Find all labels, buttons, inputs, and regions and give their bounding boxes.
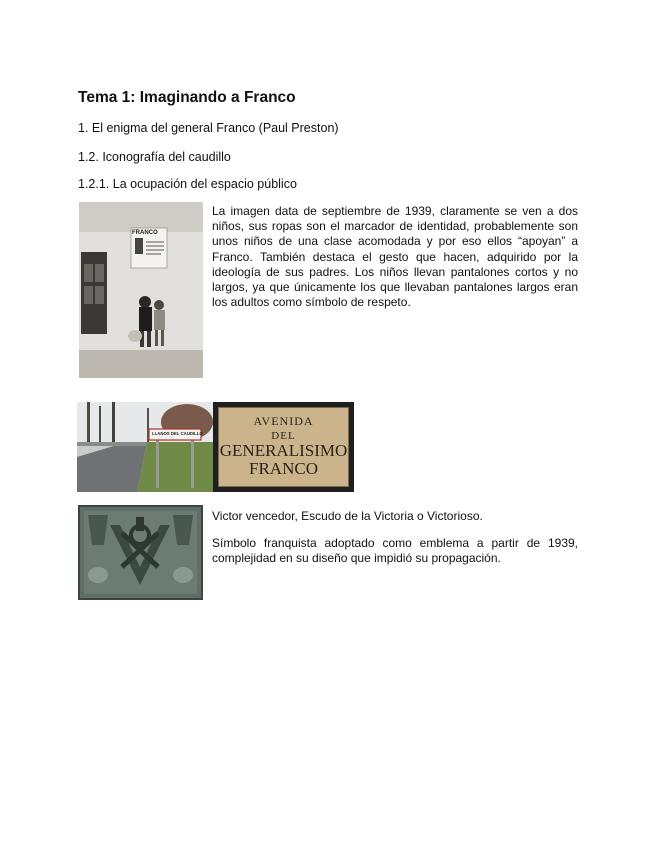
children-description: La imagen data de septiembre de 1939, claramente se ven a dos niños, sus ropas son el marcador de identidad, probablemente son unos niños de una clase acomodada y por eso ellos “apoyan” a Franco. También destaca el gesto que hacen, adquirido por la ideología de sus padres. Los niños llevan pantalones cortos y no largos, ya que únicamente los que llevaban pantalones largos eran los adultos como símbolo de respeto. bbox=[212, 204, 578, 310]
heading-espacio-publico: 1.2.1. La ocupación del espacio público bbox=[78, 177, 297, 191]
plaque-line-franco: FRANCO bbox=[249, 459, 318, 478]
victor-emblem-photo bbox=[78, 505, 203, 600]
heading-enigma: 1. El enigma del general Franco (Paul Preston) bbox=[78, 121, 339, 135]
road-sign-photo bbox=[77, 402, 213, 492]
document-title: Tema 1: Imaginando a Franco bbox=[78, 89, 296, 106]
poster-text: FRANCO bbox=[132, 230, 158, 236]
heading-iconografia: 1.2. Iconografía del caudillo bbox=[78, 150, 231, 164]
road-sign-text: LLANOS DEL CAUDILLO bbox=[152, 431, 203, 436]
plaque-line-generalisimo: GENERALISIMO bbox=[219, 441, 348, 460]
victor-description: Símbolo franquista adoptado como emblema a partir de 1939, complejidad en su diseño que impidió su propagación. bbox=[212, 536, 578, 566]
plaque-line-del: DEL bbox=[271, 430, 296, 442]
plaque-line-avenida: AVENIDA bbox=[253, 414, 314, 428]
children-photo bbox=[79, 202, 203, 378]
street-plaque-photo bbox=[213, 402, 354, 492]
plaque-panel bbox=[218, 407, 349, 487]
victor-caption: Victor vencedor, Escudo de la Victoria o Victorioso. bbox=[212, 509, 483, 523]
